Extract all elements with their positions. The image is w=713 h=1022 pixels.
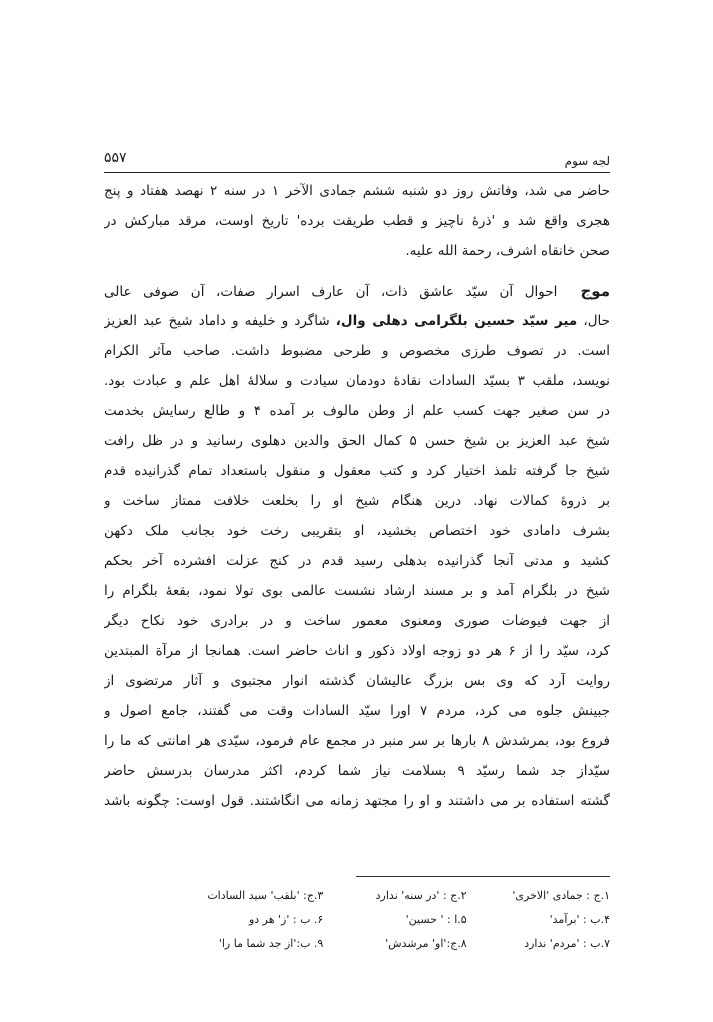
text-line: گشته استفاده بر می داشتند و او را مجتهد زمانه می انگاشتند. قول اوست: چگونه باشد [104, 793, 610, 809]
text-line: حاضر می شد، وفاتش روز دو شنبه ششم جمادی الآخر ۱ در سنه ۲ نهصد هفتاد و پنج [104, 183, 610, 199]
text-line: روایت آرد که وی بس بزرگ عالیشان گذشته انوار مجتبوی و آثار مرتضوی از [104, 673, 610, 689]
text-line: شیخ جا گرفته تلمذ اختیار کرد و کتب معقول و منقول باستعداد تمام گذرانیده قدم [104, 463, 610, 479]
footnote: ۲.ج : 'در سنه' ندارد [375, 889, 467, 902]
paragraph-gap [104, 266, 610, 276]
page-header [104, 150, 610, 172]
text-line: شیخ در بلگرام آمد و بر مسند ارشاد نشست عالمی بوی تولا نمود، بقعهٔ بلگرام را [104, 583, 610, 599]
footnote-rule [356, 876, 610, 877]
footnote: ۹. ب:'از جد شما ما را' [218, 937, 324, 950]
text-line: صحن خانقاه اشرف، رحمة الله علیه. [405, 243, 610, 259]
page-number: ۵۵۷ [104, 150, 127, 166]
text-line: کرد، سیّد را از ۶ هر دو زوجه اولاد ذکور و اناث حاضر است. همانجا از مرآة المبتدین [104, 643, 610, 659]
header-rule [104, 172, 610, 173]
text-line: است. در تصوف طرزی مخصوص و طرحی مضبوط داشت. صاحب مآثر الکرام [104, 343, 610, 359]
text-line: بر ذروهٔ کمالات نهاد. درین هنگام شیخ او را بخلعت خلافت ممتاز ساخت و [104, 493, 610, 509]
text-run: شاگرد و خلیفه و داماد شیخ عبد العزیز [104, 313, 330, 329]
footnote-row [180, 908, 610, 932]
text-line: در سن صغیر جهت کسب علم از وطن مالوف بر آمده ۴ و طالع رسایش بخدمت [104, 403, 610, 419]
footnote: ۷.ب : 'مردم' ندارد [524, 937, 610, 950]
footnote: ۵.ا : ' حسین' [405, 913, 467, 926]
text-line [104, 306, 610, 336]
main-text [104, 176, 610, 816]
footnote-row [180, 884, 610, 908]
footnote: ۶. ب : 'ز' هر دو [248, 913, 324, 926]
person-name: میر سیّد حسین بلگرامی دهلی وال، [335, 313, 578, 329]
text-line [104, 276, 610, 306]
text-line: بشرف دامادی خود اختصاص بخشید، او بتقریبی رخت خود بجانب ملک دکهن [104, 523, 610, 539]
text-run: حال، [583, 313, 610, 329]
text-run: احوال آن سیّد عاشق ذات، آن عارف اسرار صفات، آن صوفی عالی [104, 284, 558, 300]
footnote: ۱.ج : جمادی 'الاخری' [512, 889, 610, 902]
text-line: جبینش جلوه می کرد، مردم ۷ اورا سیّد السادات وقت می گفتند، جامع اصول و [104, 703, 610, 719]
footnote: ۳.ج: 'بلقب' سید السادات [207, 889, 324, 902]
footnote: ۸.ج:'او' مرشدش' [385, 937, 467, 950]
text-line: از جهت فیوضات صوری ومعنوی معمور ساخت و در برادری خود نکاح دیگر [104, 613, 610, 629]
footnote-row [180, 932, 610, 956]
text-line: کشید و مدتی آنجا گذرانیده بدهلی رسید قدم در کنج عزلت افشرده آخر بحکم [104, 553, 610, 569]
footnote: ۴.ب : 'برآمد' [549, 913, 610, 926]
footnotes [180, 884, 610, 956]
text-line: شیخ عبد العزیز بن شیخ حسن ۵ کمال الحق والدین دهلوی رسانید و در ظل رافت [104, 433, 610, 449]
chapter-title: لجه سوم [564, 154, 610, 168]
text-line: هجری واقع شد و 'ذرهٔ ناچیز و قطب طریقت برده' تاریخ اوست، مرقد مبارکش در [104, 213, 610, 229]
text-line: سیّداز جد شما رسیّد ۹ بسلامت نیاز شما کردم، اکثر مدرسان بدرسش حاضر [104, 763, 610, 779]
paragraph-heading: موج [580, 282, 610, 300]
text-line: فروع بود، بمرشدش ۸ بارها بر سر منبر در مجمع عام فرمود، سیّدی هر امانتی که ما را [104, 733, 610, 749]
text-line: نویسد، ملقب ۳ بسیّد السادات نقادهٔ دودمان سیادت و سلالهٔ اهل علم و عبادت بود. [104, 373, 610, 389]
